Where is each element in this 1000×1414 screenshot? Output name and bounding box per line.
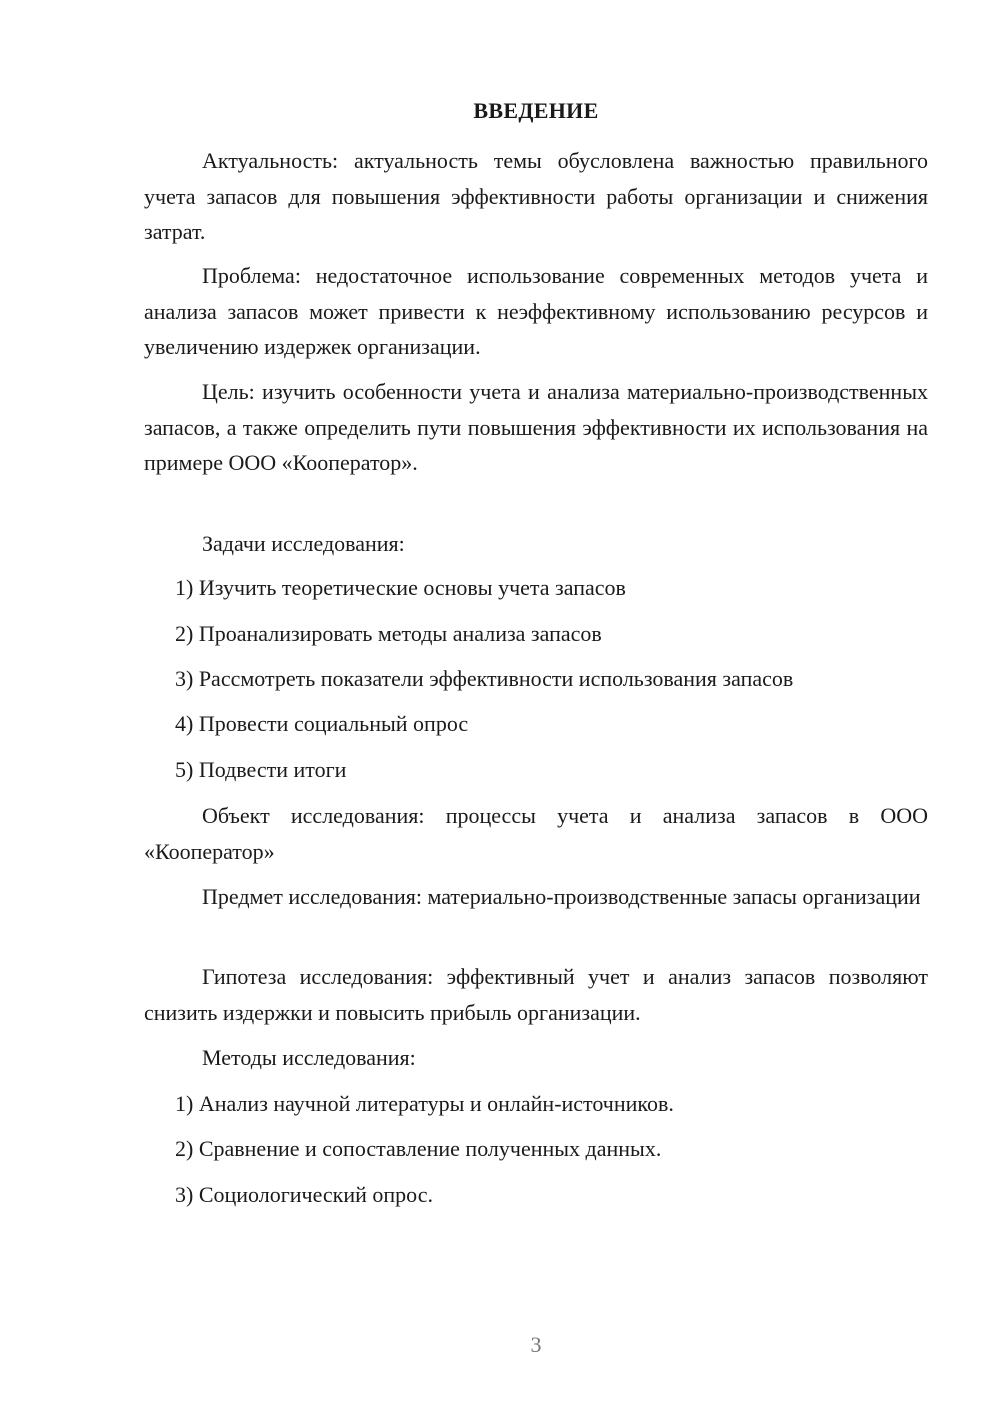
task-item-5: 5) Подвести итоги bbox=[175, 757, 347, 782]
method-item-3: 3) Социологический опрос. bbox=[175, 1182, 433, 1207]
paragraph-goal: Цель: изучить особенности учета и анализа материально-производственных запасов, а также определить пути повышения эффективности их использования на примере ООО «Кооператор». bbox=[144, 379, 928, 475]
task-item-1: 1) Изучить теоретические основы учета запасов bbox=[175, 575, 626, 600]
paragraph-object: Объект исследования: процессы учета и анализа запасов в ООО «Кооператор» bbox=[144, 803, 928, 864]
task-item-4: 4) Провести социальный опрос bbox=[175, 711, 469, 736]
task-item-3: 3) Рассмотреть показатели эффективности использования запасов bbox=[175, 666, 794, 691]
paragraph-problem: Проблема: недостаточное использование современных методов учета и анализа запасов может привести к неэффективному использованию ресурсов и увеличению издержек организации. bbox=[144, 263, 928, 359]
page-number: 3 bbox=[530, 1332, 542, 1357]
method-item-2: 2) Сравнение и сопоставление полученных данных. bbox=[175, 1136, 662, 1161]
tasks-heading: Задачи исследования: bbox=[202, 531, 405, 556]
task-item-2: 2) Проанализировать методы анализа запасов bbox=[175, 621, 602, 646]
paragraph-hypothesis: Гипотеза исследования: эффективный учет и анализ запасов позволяют снизить издержки и повысить прибыль организации. bbox=[144, 964, 928, 1025]
methods-heading: Методы исследования: bbox=[202, 1045, 416, 1070]
section-title: ВВЕДЕНИЕ bbox=[473, 98, 599, 123]
paragraph-subject: Предмет исследования: материально-производственные запасы организации bbox=[202, 884, 921, 909]
paragraph-actuality: Актуальность: актуальность темы обусловлена важностью правильного учета запасов для повышения эффективности работы организации и снижения затрат. bbox=[144, 148, 928, 244]
method-item-1: 1) Анализ научной литературы и онлайн-источников. bbox=[175, 1091, 674, 1116]
